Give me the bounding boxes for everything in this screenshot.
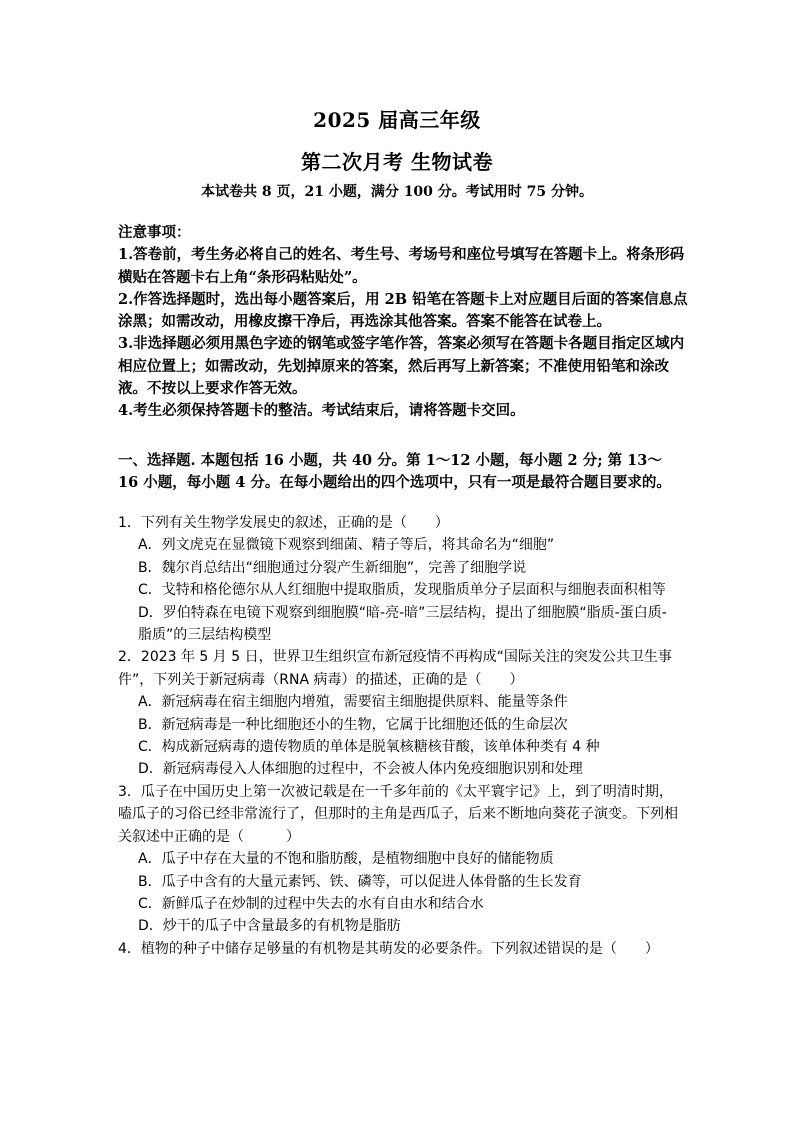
option-b: B．魏尔肖总结出“细胞通过分裂产生新细胞”，完善了细胞学说 [138,559,527,576]
question-stem: 3．瓜子在中国历史上第一次被记载是在一千多年前的《太平寰宇记》上，到了明清时期，嗑瓜子的习俗已经非常流行了，但那时的主角是西瓜子，后来不断地向葵花子演变。下列相关叙述中正确的是（ ） [118,783,678,845]
option-d: D．罗伯特森在电镜下观察到细胞膜“暗-亮-暗”三层结构，提出了细胞膜“脂质-蛋白质-脂质”的三层结构模型 [138,604,667,644]
option-a: A．瓜子中存在大量的不饱和脂肪酸，是植物细胞中良好的储能物质 [138,851,554,868]
section-heading: 一、选择题. 本题包括 16 小题，共 40 分。第 1～12 小题，每小题 2 分; 第 13～16 小题，每小题 4 分。在每小题给出的四个选项中，只有一项是最符合题目要求的。 [118,452,671,492]
notes-heading: 注意事项： [118,224,191,241]
option-b: B．新冠病毒是一种比细胞还小的生物，它属于比细胞还低的生命层次 [138,716,568,733]
notes-item: 2.作答选择题时，选出每小题答案后，用 2B 铅笔在答题卡上对应题目后面的答案信息点涂黑；如需改动，用橡皮擦干净后，再选涂其他答案。答案不能答在试卷上。 [118,290,688,331]
option-c: C．构成新冠病毒的遗传物质的单体是脱氧核糖核苷酸，该单体种类有 4 种 [138,739,600,756]
question-1 [118,512,678,646]
page-title: 2025 届高三年级 [313,108,481,132]
question-list [118,512,678,960]
option-c: C．戈特和格伦德尔从人红细胞中提取脂质，发现脂质单分子层面积与细胞表面积相等 [138,582,666,599]
option-c: C．新鲜瓜子在炒制的过程中失去的水有自由水和结合水 [138,895,484,912]
option-a: A．列文虎克在显微镜下观察到细菌、精子等后，将其命名为“细胞” [138,537,555,554]
option-d: D．炒干的瓜子中含量最多的有机物是脂肪 [138,918,401,935]
notes-item: 3.非选择题必须用黑色字迹的钢笔或签字笔作答，答案必须写在答题卡各题目指定区域内相应位置上；如需改动，先划掉原来的答案，然后再写上新答案；不准使用铅笔和涂改液。不按以上要求作答无效。 [118,335,685,398]
option-b: B．瓜子中含有的大量元素钙、铁、磷等，可以促进人体骨骼的生长发育 [138,873,582,890]
question-stem: 2．2023 年 5 月 5 日，世界卫生组织宣布新冠疫情不再构成“国际关注的突发公共卫生事件”，下列关于新冠病毒（RNA 病毒）的描述，正确的是（ ） [118,649,672,688]
exam-info: 本试卷共 8 页，21 小题，满分 100 分。考试用时 75 分钟。 [200,184,594,200]
notes-item: 1.答卷前，考生务必将自己的姓名、考生号、考场号和座位号填写在答题卡上。将条形码横贴在答题卡右上角“条形码粘贴处”。 [118,246,685,286]
notes-block [118,222,688,423]
option-a: A．新冠病毒在宿主细胞内增殖，需要宿主细胞提供原料、能量等条件 [138,694,568,711]
page-subtitle: 第二次月考 生物试卷 [301,150,493,174]
question-stem: 4．植物的种子中储存足够量的有机物是其萌发的必要条件。下列叙述错误的是（ ） [118,940,659,957]
option-d: D．新冠病毒侵入人体细胞的过程中，不会被人体内免疫细胞识别和处理 [138,761,583,778]
question-3 [118,781,678,938]
notes-item: 4.考生必须保持答题卡的整洁。考试结束后，请将答题卡交回。 [118,402,525,420]
question-stem: 1．下列有关生物学发展史的叙述，正确的是（ ） [118,515,449,531]
question-2 [118,646,678,780]
question-4 [118,938,678,960]
